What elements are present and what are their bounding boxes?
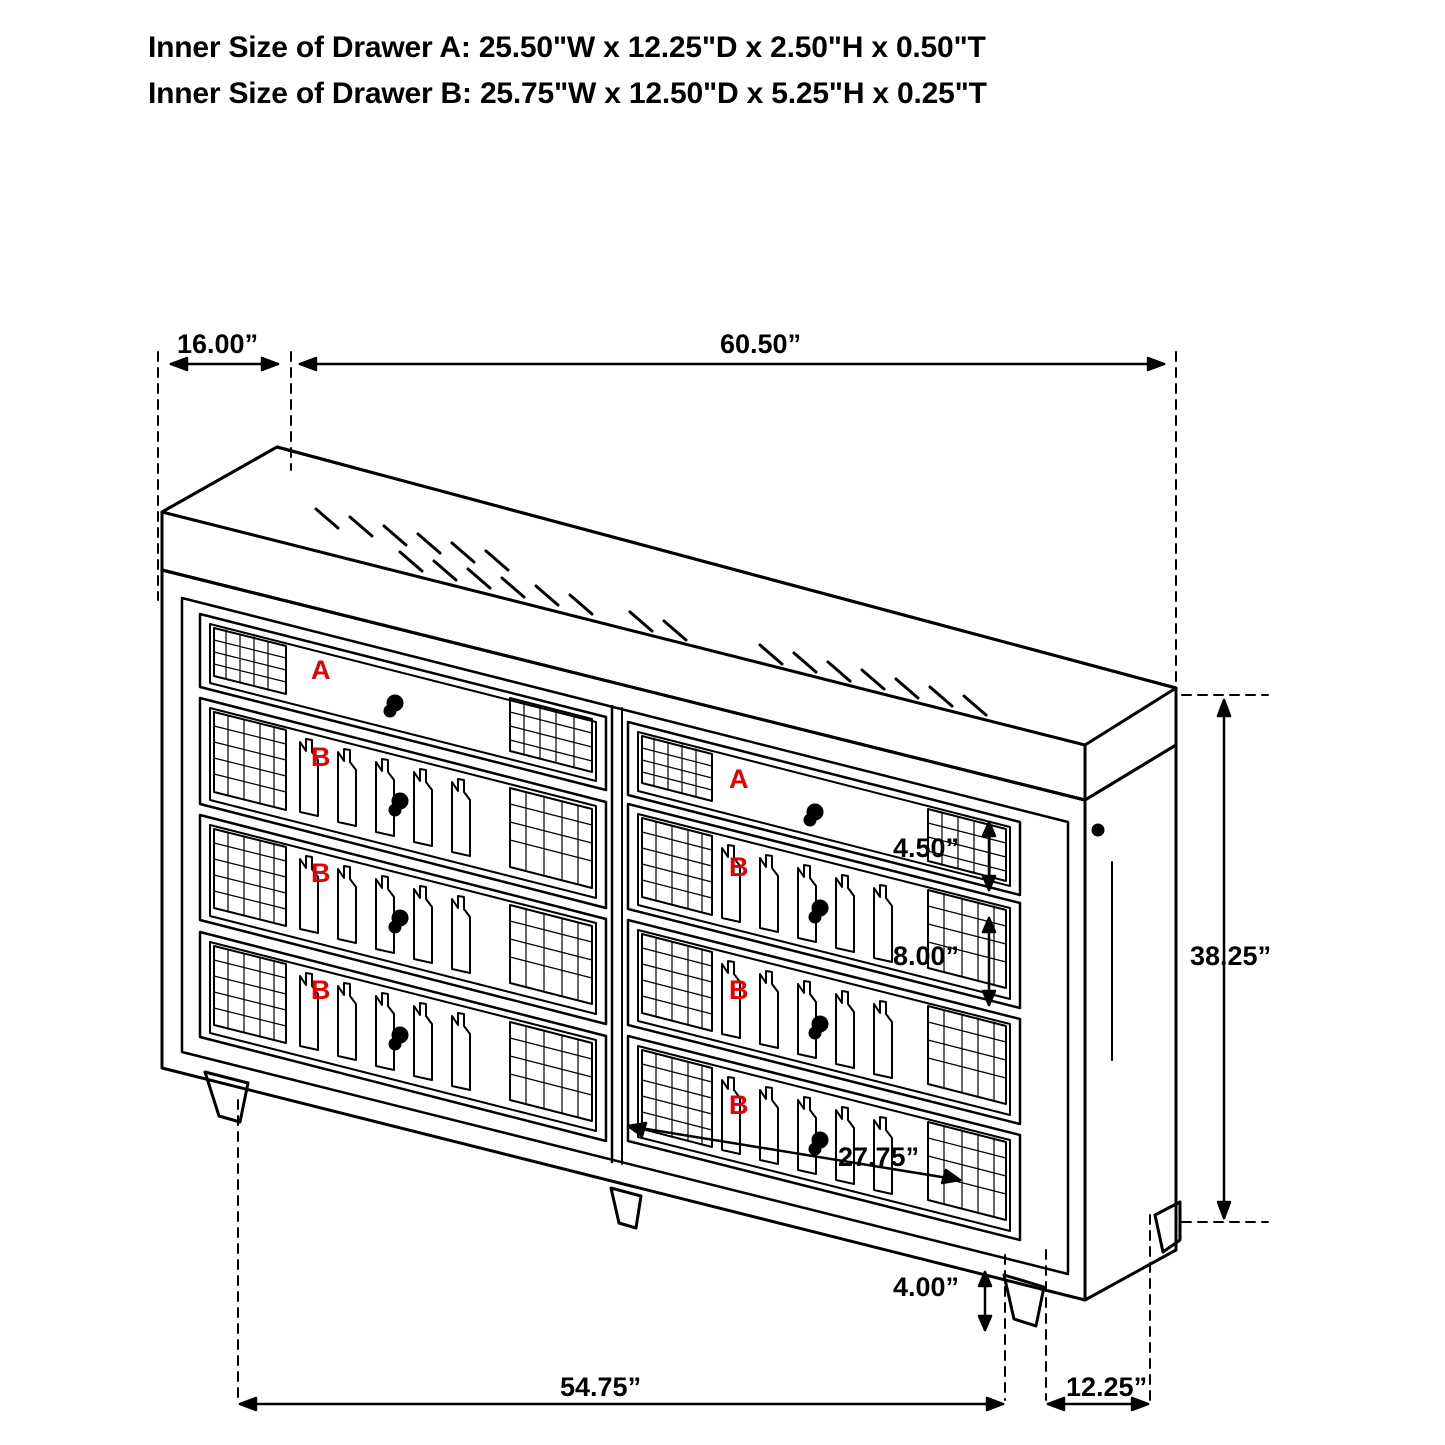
dim-depth-top: 16.00” (177, 329, 259, 359)
drawer-a-spec-text: Inner Size of Drawer A: 25.50"W x 12.25"D x 2.50"H x 0.50"T (148, 31, 986, 64)
drawer-label-right-a: A (729, 764, 749, 794)
drawer-left-b3 (200, 932, 606, 1141)
dim-drawer-a-height: 4.50” (893, 833, 960, 863)
dim-height-right: 38.25” (1190, 941, 1272, 971)
dim-drawer-b-height: 8.00” (893, 941, 960, 971)
drawer-left-b2 (200, 815, 606, 1024)
top-dimension-arrows (171, 358, 1164, 370)
drawer-right-a (628, 722, 1020, 895)
front-inner-frame (182, 598, 1068, 1274)
dim-front-width: 54.75” (560, 1372, 642, 1402)
leg-height-arrow (979, 1272, 991, 1330)
dim-leg-height: 4.00” (893, 1272, 960, 1302)
drawer-left-b1 (200, 698, 606, 908)
dim-side-depth: 12.25” (1066, 1372, 1148, 1402)
drawer-height-arrows (983, 822, 995, 1005)
drawer-label-right-b3: B (729, 1090, 749, 1120)
drawer-label-left-b2: B (311, 858, 331, 888)
drawer-label-left-a: A (311, 655, 331, 685)
drawer-label-left-b3: B (311, 975, 331, 1005)
drawer-left-a (200, 614, 606, 790)
cabinet-top-face (162, 447, 1176, 745)
drawer-b-spec-text: Inner Size of Drawer B: 25.75"W x 12.50"D x 5.25"H x 0.25"T (148, 77, 987, 110)
side-screw (1093, 825, 1103, 835)
top-surface-texture (316, 509, 986, 715)
drawer-label-right-b2: B (729, 975, 749, 1005)
drawer-label-left-b1: B (311, 742, 331, 772)
bottom-dimension-arrows (240, 1398, 1148, 1410)
dim-width-top: 60.50” (720, 329, 802, 359)
drawer-label-right-b1: B (729, 852, 749, 882)
dim-drawer-width: 27.75” (838, 1142, 920, 1172)
